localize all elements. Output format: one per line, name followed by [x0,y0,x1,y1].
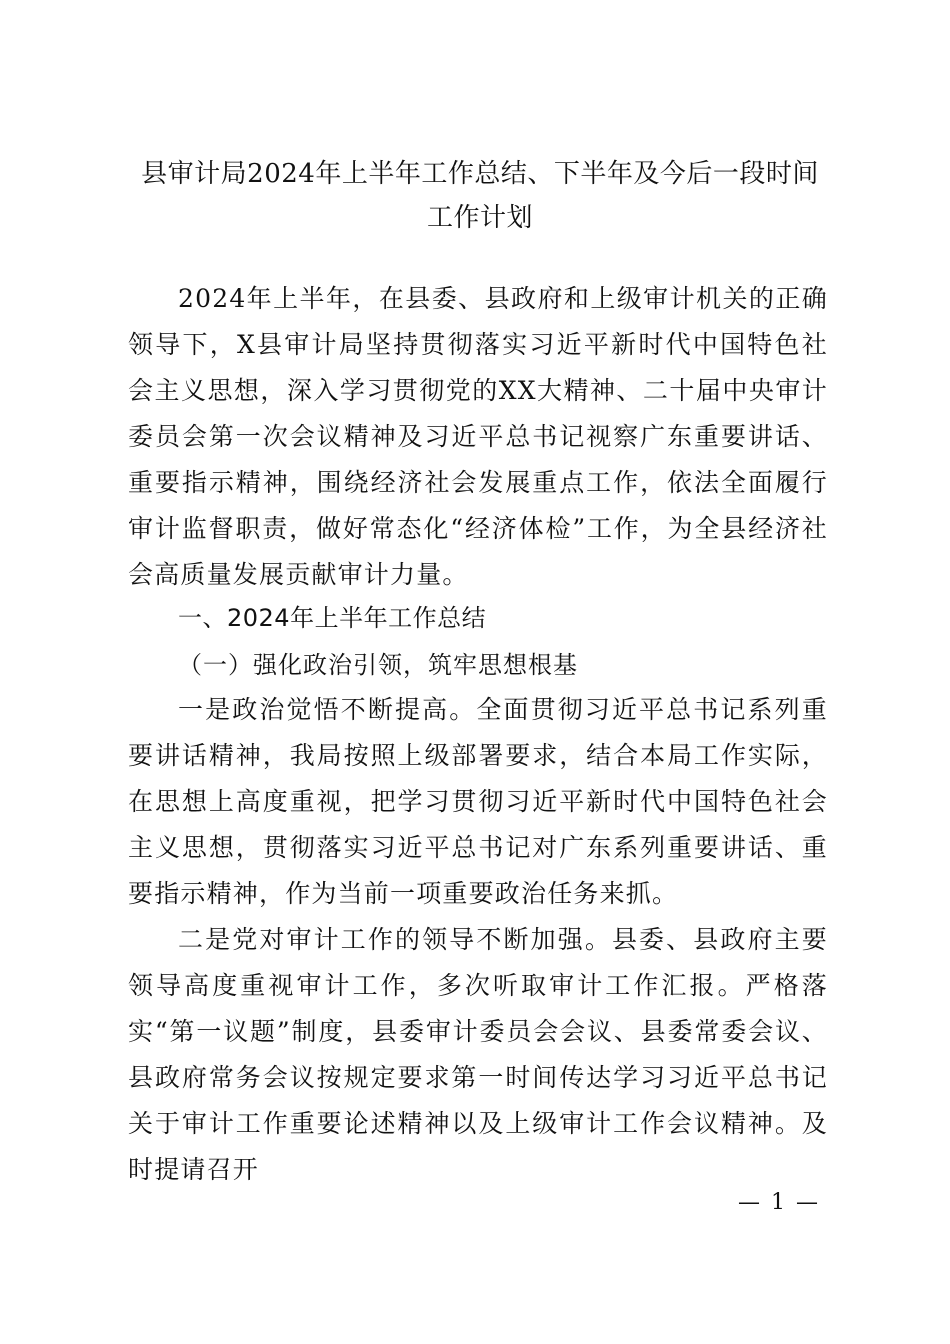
subsection-heading: （一）强化政治引领，筑牢思想根基 [178,651,578,679]
intro-paragraph: 2024年上半年，在县委、县政府和上级审计机关的正确领导下，X县审计局坚持贯彻落实习近平新时代中国特色社会主义思想，深入学习贯彻党的XX大精神、二十届中央审计委员会第一次会议精神及习近平总书记视察广东重要讲话、重要指示精神，围绕经济社会发展重点工作，依法全面履行审计监督职责，做好常态化“经济体检”工作，为全县经济社会高质量发展贡献审计力量。 [128,284,828,589]
body-paragraph-1: 一是政治觉悟不断提高。全面贯彻习近平总书记系列重要讲话精神，我局按照上级部署要求，结合本局工作实际，在思想上高度重视，把学习贯彻习近平新时代中国特色社会主义思想，贯彻落实习近平总书记对广东系列重要讲话、重要指示精神，作为当前一项重要政治任务来抓。 [128,695,828,908]
section-heading: 一、2024年上半年工作总结 [178,604,487,632]
document-title: 县审计局2024年上半年工作总结、下半年及今后一段时间工作计划 [141,159,819,233]
body-paragraph-2: 二是党对审计工作的领导不断加强。县委、县政府主要领导高度重视审计工作，多次听取审计工作汇报。严格落实“第一议题”制度，县委审计委员会会议、县委常委会议、县政府常务会议按规定要求第一时间传达学习习近平总书记关于审计工作重要论述精神以及上级审计工作会议精神。及时提请召开 [128,925,828,1184]
page-number: — 1 — [738,1190,820,1215]
